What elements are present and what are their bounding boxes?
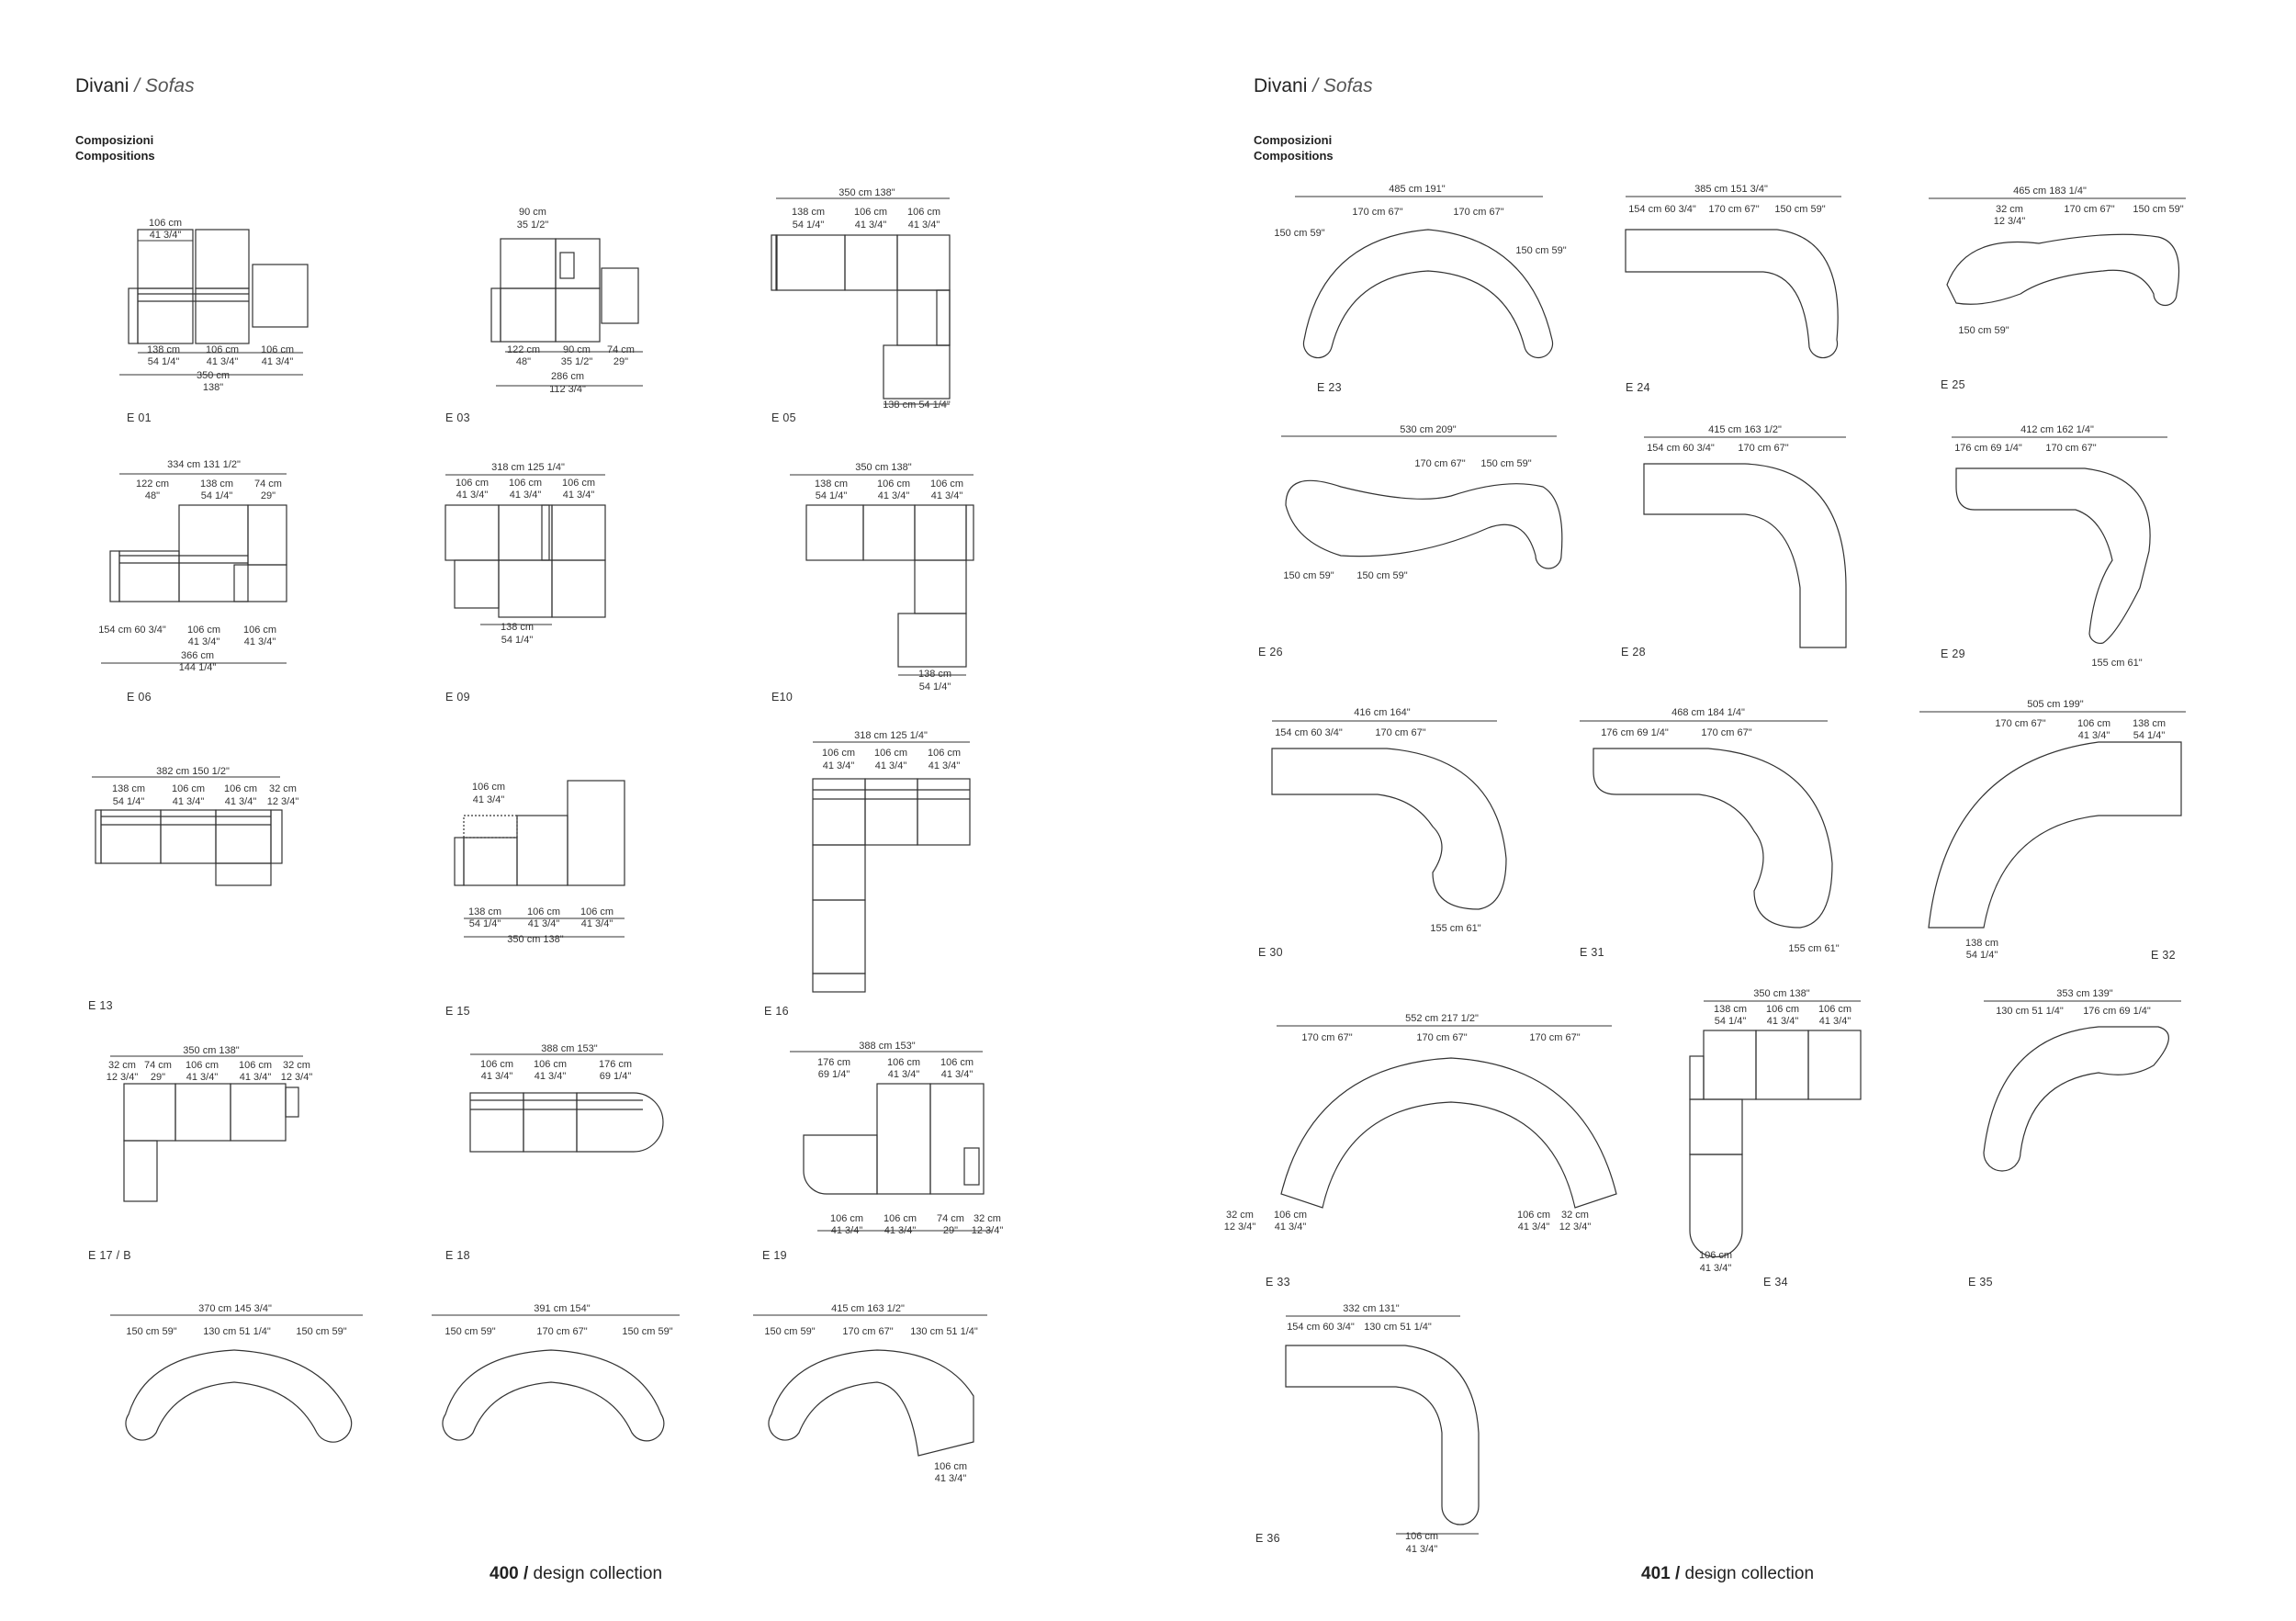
composition-e24 [1626, 197, 1841, 358]
dim-label: 122 cm [135, 478, 170, 490]
dim-label: 90 cm [563, 344, 591, 355]
composition-e30 [1272, 721, 1506, 909]
composition-e10 [790, 475, 974, 675]
dim-label: 350 cm 138" [855, 462, 912, 473]
composition-e36 [1286, 1316, 1479, 1534]
dim-label: 286 cm [550, 371, 585, 382]
caption-e30: E 30 [1258, 946, 1283, 959]
dim-label: 334 cm 131 1/2" [167, 459, 241, 470]
caption-e23: E 23 [1317, 381, 1342, 394]
dim-label: 41 3/4" [239, 1072, 272, 1083]
dim-label: 106 cm [526, 906, 561, 917]
dim-label: 170 cm 67" [1738, 443, 1789, 454]
composition-e32 [1919, 712, 2186, 928]
dim-label: 150 cm 59" [445, 1326, 496, 1337]
dim-label: 155 cm 61" [1430, 923, 1481, 934]
dim-label: 41 3/4" [534, 1071, 567, 1082]
composition-e35 [1984, 1001, 2181, 1171]
dim-label: 391 cm 154" [534, 1303, 591, 1314]
dim-label: 41 3/4" [854, 220, 887, 231]
dim-label: 54 1/4" [918, 681, 951, 692]
dim-label: 41 3/4" [1766, 1016, 1799, 1027]
dim-label: 138 cm [1964, 938, 1999, 949]
dim-label: 41 3/4" [480, 1071, 513, 1082]
dim-label: 468 cm 184 1/4" [1671, 707, 1745, 718]
dim-label: 138 cm [1713, 1004, 1748, 1015]
dim-label: 12 3/4" [971, 1225, 1004, 1236]
caption-e28: E 28 [1621, 646, 1646, 659]
dim-label: 170 cm 67" [1301, 1032, 1353, 1043]
title-separator: / [1312, 75, 1319, 96]
composition-e33 [1277, 1026, 1616, 1208]
dim-label: 485 cm 191" [1389, 184, 1446, 195]
dim-label: 41 3/4" [822, 760, 855, 771]
caption-e19: E 19 [762, 1249, 787, 1262]
dim-label: 29" [260, 490, 276, 501]
dim-label: 106 cm [927, 748, 962, 759]
dim-label: 32 cm [1226, 1210, 1254, 1221]
dim-label: 32 cm [108, 1060, 136, 1071]
dim-label: 106 cm [185, 1060, 219, 1071]
caption-e36: E 36 [1255, 1532, 1280, 1545]
dim-label: 106 cm [171, 783, 206, 794]
dim-label: 505 cm 199" [2027, 699, 2084, 710]
dim-label: 416 cm 164" [1354, 707, 1411, 718]
dim-label: 154 cm 60 3/4" [1275, 727, 1343, 738]
caption-e13: E 13 [88, 999, 113, 1012]
dim-label: 41 3/4" [224, 796, 257, 807]
dim-label: 170 cm 67" [842, 1326, 894, 1337]
dim-label: 106 cm [933, 1461, 968, 1472]
dim-label: 388 cm 153" [859, 1041, 916, 1052]
dim-label: 318 cm 125 1/4" [854, 730, 928, 741]
dim-label: 54 1/4" [2133, 730, 2166, 741]
dim-label: 69 1/4" [599, 1071, 632, 1082]
dim-label: 32 cm [1561, 1210, 1589, 1221]
page-title: Divani / Sofas [1254, 75, 1373, 96]
dim-label: 170 cm 67" [1453, 207, 1504, 218]
dim-label: 41 3/4" [527, 918, 560, 929]
dim-label: 150 cm 59" [1515, 245, 1567, 256]
dim-label: 150 cm 59" [1283, 570, 1334, 581]
dim-label: 106 cm [580, 906, 614, 917]
dim-label: 32 cm [1996, 204, 2023, 215]
subtitle: Composizioni Compositions [75, 133, 155, 163]
dim-label: 54 1/4" [468, 918, 501, 929]
dim-label: 32 cm [283, 1060, 310, 1071]
subtitle: Composizioni Compositions [1254, 133, 1334, 163]
dim-label: 41 3/4" [934, 1473, 967, 1484]
dim-label: 170 cm 67" [1416, 1032, 1468, 1043]
dim-label: 154 cm 60 3/4" [1628, 204, 1696, 215]
dim-label: 41 3/4" [1699, 1263, 1732, 1274]
dim-label: 41 3/4" [1517, 1221, 1550, 1233]
dim-label: 388 cm 153" [541, 1043, 598, 1054]
caption-e33: E 33 [1266, 1276, 1290, 1289]
dim-label: 176 cm 69 1/4" [2083, 1006, 2151, 1017]
dim-label: 176 cm 69 1/4" [1954, 443, 2022, 454]
dim-label: 130 cm 51 1/4" [203, 1326, 271, 1337]
dim-label: 138 cm [791, 207, 826, 218]
dim-label: 106 cm [471, 782, 506, 793]
dim-label: 112 3/4" [549, 384, 586, 395]
dim-label: 12 3/4" [266, 796, 299, 807]
dim-label: 41 3/4" [149, 230, 182, 241]
dim-label: 385 cm 151 3/4" [1694, 184, 1768, 195]
dim-label: 138 cm [146, 344, 181, 355]
dim-label: 35 1/2" [516, 220, 549, 231]
dim-label: 138 cm [500, 622, 535, 633]
caption-e26: E 26 [1258, 646, 1283, 659]
dim-label: 54 1/4" [112, 796, 145, 807]
dim-label: 29" [150, 1072, 166, 1083]
dim-label: 138 cm 54 1/4" [883, 400, 951, 411]
caption-e25: E 25 [1941, 378, 1965, 391]
dim-label: 130 cm 51 1/4" [1996, 1006, 2064, 1017]
dim-label: 41 3/4" [2077, 730, 2110, 741]
dim-label: 106 cm [876, 478, 911, 490]
dim-label: 176 cm 69 1/4" [1601, 727, 1669, 738]
caption-e09: E 09 [445, 691, 470, 704]
dim-label: 35 1/2" [560, 356, 593, 367]
dim-label: 170 cm 67" [1701, 727, 1752, 738]
caption-e03: E 03 [445, 411, 470, 424]
dim-label: 138 cm [917, 669, 952, 680]
dim-label: 170 cm 67" [1375, 727, 1426, 738]
dim-label: 170 cm 67" [1708, 204, 1760, 215]
dim-label: 130 cm 51 1/4" [910, 1326, 978, 1337]
dim-label: 12 3/4" [1993, 216, 2026, 227]
caption-e32: E 32 [2151, 949, 2176, 962]
dim-label: 150 cm 59" [1356, 570, 1408, 581]
dim-label: 350 cm [196, 370, 231, 381]
dim-label: 138 cm [467, 906, 502, 917]
dim-label: 366 cm [180, 650, 215, 661]
dim-label: 41 3/4" [509, 490, 542, 501]
dim-label: 150 cm 59" [1958, 325, 2009, 336]
dim-label: 106 cm [929, 478, 964, 490]
composition-e29 [1952, 437, 2167, 643]
dim-label: 41 3/4" [1818, 1016, 1851, 1027]
dim-label: 350 cm 138" [1753, 988, 1810, 999]
caption-e35: E 35 [1968, 1276, 1993, 1289]
dim-label: 144 1/4" [178, 662, 217, 673]
dim-label: 170 cm 67" [1352, 207, 1403, 218]
dim-label: 106 cm [242, 625, 277, 636]
caption-e06: E 06 [127, 691, 152, 704]
dim-label: 106 cm [1404, 1531, 1439, 1542]
dim-label: 90 cm [519, 207, 546, 218]
dim-label: 106 cm [479, 1059, 514, 1070]
composition-e31 [1580, 721, 1832, 928]
caption-e15: E 15 [445, 1005, 470, 1018]
dim-label: 54 1/4" [815, 490, 848, 501]
dim-label: 154 cm 60 3/4" [1287, 1322, 1355, 1333]
dim-label: 41 3/4" [261, 356, 294, 367]
dim-label: 29" [942, 1225, 959, 1236]
dim-label: 41 3/4" [456, 490, 489, 501]
dim-label: 138 cm [199, 478, 234, 490]
dim-label: 41 3/4" [243, 636, 276, 647]
composition-e26 [1281, 436, 1562, 568]
dim-label: 106 cm [533, 1059, 568, 1070]
dim-label: 155 cm 61" [2091, 658, 2143, 669]
dim-label: 29" [613, 356, 629, 367]
dim-label: 41 3/4" [940, 1069, 974, 1080]
dim-label: 106 cm [238, 1060, 273, 1071]
title-italic: Sofas [144, 75, 195, 96]
dim-label: 150 cm 59" [622, 1326, 673, 1337]
dim-label: 106 cm [1698, 1250, 1733, 1261]
title-italic: Sofas [1322, 75, 1373, 96]
caption-e16: E 16 [764, 1005, 789, 1018]
dim-label: 170 cm 67" [1995, 718, 2046, 729]
dim-label: 106 cm [1818, 1004, 1852, 1015]
dim-label: 41 3/4" [907, 220, 940, 231]
dim-label: 54 1/4" [147, 356, 180, 367]
dim-label: 32 cm [269, 783, 297, 794]
dim-label: 106 cm [508, 478, 543, 489]
dim-label: 170 cm 67" [2045, 443, 2097, 454]
dim-label: 41 3/4" [874, 760, 907, 771]
composition-e16 [813, 742, 970, 992]
dim-label: 12 3/4" [1559, 1221, 1592, 1233]
dim-label: 150 cm 59" [1480, 458, 1532, 469]
dim-label: 138 cm [814, 478, 849, 490]
dim-label: 54 1/4" [1965, 950, 1998, 961]
dim-label: 74 cm [254, 478, 282, 490]
dim-label: 106 cm [455, 478, 490, 489]
dim-label: 106 cm [1765, 1004, 1800, 1015]
caption-e24: E 24 [1626, 381, 1650, 394]
dim-label: 106 cm [853, 207, 888, 218]
dim-label: 12 3/4" [280, 1072, 313, 1083]
dim-label: 138 cm [111, 783, 146, 794]
dim-label: 41 3/4" [884, 1225, 917, 1236]
dim-label: 552 cm 217 1/2" [1405, 1013, 1479, 1024]
composition-e28 [1644, 437, 1846, 647]
dim-label: 106 cm [873, 748, 908, 759]
dim-label: 465 cm 183 1/4" [2013, 186, 2087, 197]
caption-e34: E 34 [1763, 1276, 1788, 1289]
caption-e31: E 31 [1580, 946, 1604, 959]
dim-label: 106 cm [886, 1057, 921, 1068]
dim-label: 106 cm [2077, 718, 2111, 729]
dim-label: 74 cm [607, 344, 635, 355]
dim-label: 332 cm 131" [1343, 1303, 1400, 1314]
dim-label: 106 cm [260, 344, 295, 355]
dim-label: 106 cm [821, 748, 856, 759]
dim-label: 106 cm [1273, 1210, 1308, 1221]
dim-label: 54 1/4" [501, 635, 534, 646]
dim-label: 74 cm [937, 1213, 964, 1224]
dim-label: 41 3/4" [928, 760, 961, 771]
dim-label: 130 cm 51 1/4" [1364, 1322, 1432, 1333]
dim-label: 54 1/4" [1714, 1016, 1747, 1027]
caption-e18: E 18 [445, 1249, 470, 1262]
dim-label: 176 cm [598, 1059, 633, 1070]
caption-e05: E 05 [771, 411, 796, 424]
dim-label: 106 cm [906, 207, 941, 218]
dim-label: 150 cm 59" [1274, 228, 1325, 239]
dim-label: 41 3/4" [187, 636, 220, 647]
dim-label: 41 3/4" [1405, 1544, 1438, 1555]
dim-label: 106 cm [561, 478, 596, 489]
page-folio: 401 / design collection [1641, 1564, 1815, 1583]
dim-label: 350 cm 138" [838, 187, 895, 198]
dim-label: 106 cm [186, 625, 221, 636]
dim-label: 41 3/4" [186, 1072, 219, 1083]
dim-label: 150 cm 59" [2133, 204, 2184, 215]
dim-label: 41 3/4" [930, 490, 963, 501]
dim-label: 155 cm 61" [1788, 943, 1840, 954]
dim-label: 41 3/4" [172, 796, 205, 807]
caption-e29: E 29 [1941, 647, 1965, 660]
dim-label: 106 cm [205, 344, 240, 355]
dim-label: 106 cm [883, 1213, 917, 1224]
dim-label: 138 cm [2132, 718, 2167, 729]
dim-label: 150 cm 59" [296, 1326, 347, 1337]
dim-label: 353 cm 139" [2056, 988, 2113, 999]
dim-label: 69 1/4" [817, 1069, 850, 1080]
dim-label: 170 cm 67" [536, 1326, 588, 1337]
dim-label: 154 cm 60 3/4" [1647, 443, 1715, 454]
dim-label: 41 3/4" [830, 1225, 863, 1236]
dim-label: 48" [144, 490, 161, 501]
dim-label: 106 cm [148, 218, 183, 229]
page-folio: 400 / design collection [490, 1564, 663, 1583]
dim-label: 106 cm [223, 783, 258, 794]
dim-label: 530 cm 209" [1400, 424, 1457, 435]
composition-e34 [1690, 1001, 1861, 1257]
dim-label: 74 cm [144, 1060, 172, 1071]
dim-label: 150 cm 59" [764, 1326, 816, 1337]
dim-label: 106 cm [940, 1057, 974, 1068]
dim-label: 122 cm [506, 344, 541, 355]
dim-label: 106 cm [829, 1213, 864, 1224]
dim-label: 41 3/4" [472, 794, 505, 805]
caption-e10: E10 [771, 691, 793, 704]
dim-label: 415 cm 163 1/2" [831, 1303, 905, 1314]
dim-label: 41 3/4" [877, 490, 910, 501]
composition-e23 [1295, 197, 1553, 358]
dim-label: 412 cm 162 1/4" [2020, 424, 2094, 435]
dim-label: 41 3/4" [1274, 1221, 1307, 1233]
caption-e17: E 17 / B [88, 1249, 131, 1262]
dim-label: 382 cm 150 1/2" [156, 766, 230, 777]
dim-label: 318 cm 125 1/4" [491, 462, 565, 473]
dim-label: 350 cm 138" [183, 1045, 240, 1056]
dim-label: 415 cm 163 1/2" [1708, 424, 1782, 435]
dim-label: 48" [515, 356, 532, 367]
title-separator: / [134, 75, 141, 96]
dim-label: 150 cm 59" [1774, 204, 1826, 215]
page-title: Divani / Sofas [75, 75, 195, 96]
dim-label: 370 cm 145 3/4" [198, 1303, 272, 1314]
dim-label: 54 1/4" [792, 220, 825, 231]
caption-e01: E 01 [127, 411, 152, 424]
dim-label: 170 cm 67" [2064, 204, 2115, 215]
dim-label: 32 cm [974, 1213, 1001, 1224]
dim-label: 41 3/4" [206, 356, 239, 367]
dim-label: 106 cm [1516, 1210, 1551, 1221]
dim-label: 41 3/4" [562, 490, 595, 501]
dim-label: 150 cm 59" [126, 1326, 177, 1337]
dim-label: 12 3/4" [1223, 1221, 1256, 1233]
dim-label: 54 1/4" [200, 490, 233, 501]
dim-label: 170 cm 67" [1529, 1032, 1581, 1043]
dim-label: 154 cm 60 3/4" [98, 625, 166, 636]
dim-label: 41 3/4" [887, 1069, 920, 1080]
dim-label: 350 cm 138" [507, 934, 564, 945]
dim-label: 138" [202, 382, 224, 393]
dim-label: 12 3/4" [106, 1072, 139, 1083]
dim-label: 170 cm 67" [1414, 458, 1466, 469]
dim-label: 41 3/4" [580, 918, 613, 929]
dim-label: 176 cm [816, 1057, 851, 1068]
